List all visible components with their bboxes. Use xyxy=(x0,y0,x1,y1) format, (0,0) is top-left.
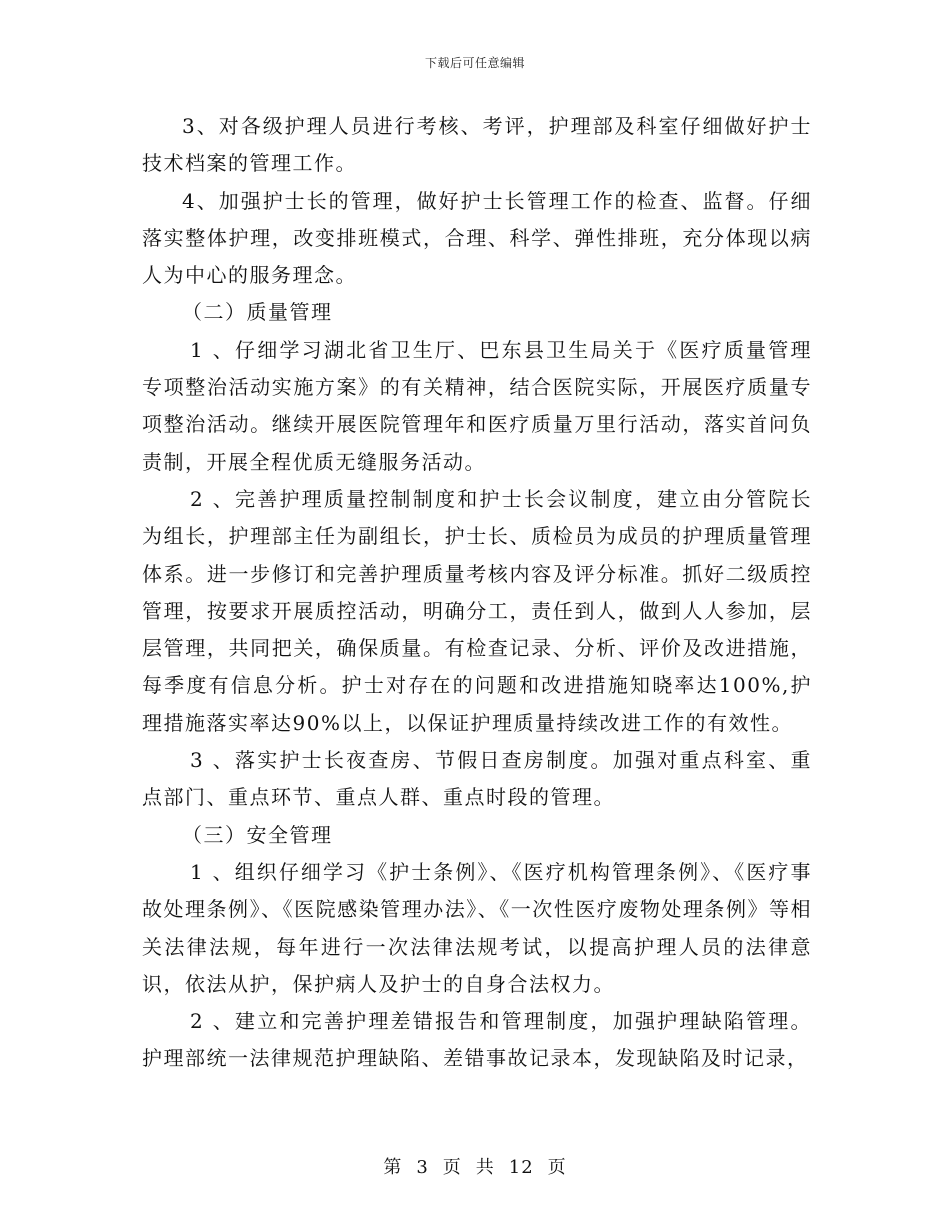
page-header: 下载后可任意编辑 xyxy=(424,56,525,70)
paragraph-item-4: 4、加强护士长的管理，做好护士长管理工作的检查、监督。仔细落实整体护理，改变排班模式，合理、科学、弹性排班，充分体现以病人为中心的服务理念。 xyxy=(142,188,812,288)
section-heading-quality: （二）质量管理 xyxy=(182,300,333,325)
paragraph-quality-2: 2 、完善护理质量控制制度和护士长会议制度，建立由分管院长为组长，护理部主任为副组长，护士长、质检员为成员的护理质量管理体系。进一步修订和完善护理质量考核内容及评分标准。抓好二级质控管理，按要求开展质控活动，明确分工，责任到人，做到人人参加，层层管理，共同把关，确保质量。有检查记录、分析、评价及改进措施，每季度有信息分析。护士对存在的问题和改进措施知晓率达100%,护理措施落实率达90%以上，以保证护理质量持续改进工作的有效性。 xyxy=(142,486,812,735)
footer-label-ye-end: 页 xyxy=(547,1157,567,1178)
paragraph-quality-3: 3 、落实护士长夜查房、节假日查房制度。加强对重点科室、重点部门、重点环节、重点人群、重点时段的管理。 xyxy=(142,748,812,810)
total-pages-number: 12 xyxy=(508,1157,534,1178)
paragraph-item-3: 3、对各级护理人员进行考核、考评，护理部及科室仔细做好护士技术档案的管理工作。 xyxy=(142,114,812,176)
paragraph-safety-1: 1 、组织仔细学习《护士条例》、《医疗机构管理条例》、《医疗事故处理条例》、《医院感染管理办法》、《一次性医疗废物处理条例》等相关法律法规，每年进行一次法律法规考试，以提高护理人员的法律意识，依法从护，保护病人及护士的自身合法权力。 xyxy=(142,859,812,996)
document-body xyxy=(142,108,812,1078)
paragraph-quality-1: 1 、仔细学习湖北省卫生厅、巴东县卫生局关于《医疗质量管理专项整治活动实施方案》的有关精神，结合医院实际，开展医疗质量专项整治活动。继续开展医院管理年和医疗质量万里行活动，落实首问负责制，开展全程优质无缝服务活动。 xyxy=(142,337,812,474)
footer-label-total: 共 xyxy=(475,1157,495,1178)
page-footer xyxy=(0,1153,950,1179)
paragraph-safety-2: 2 、建立和完善护理差错报告和管理制度，加强护理缺陷管理。护理部统一法律规范护理缺陷、差错事故记录本，发现缺陷及时记录， xyxy=(142,1009,812,1071)
footer-label-ye: 页 xyxy=(442,1157,462,1178)
current-page-number: 3 xyxy=(416,1157,429,1178)
footer-label-page: 第 xyxy=(383,1157,403,1178)
section-heading-safety: （三）安全管理 xyxy=(182,822,333,847)
